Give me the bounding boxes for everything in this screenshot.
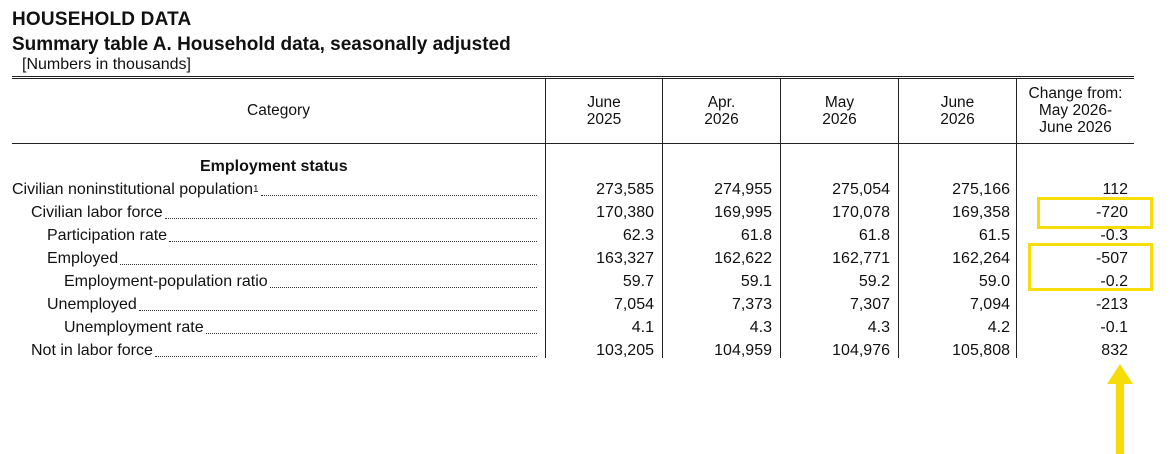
cell-change: -0.3 (1100, 227, 1128, 244)
column-header-june-2026: June 2026 (940, 94, 975, 128)
cell-change: 832 (1101, 342, 1128, 359)
cell-june-2025: 103,205 (596, 342, 654, 359)
column-header-apr-2026: Apr. 2026 (704, 94, 739, 128)
table-top-rule (12, 76, 1134, 77)
table-title: Summary table A. Household data, seasonally adjusted (12, 34, 511, 55)
cell-june-2026: 275,166 (952, 181, 1010, 198)
table-row (0, 178, 1171, 201)
cell-june-2026: 162,264 (952, 250, 1010, 267)
cell-apr-2026: 7,373 (731, 296, 772, 313)
row-label: Employed (47, 247, 545, 270)
row-label: Unemployed (47, 293, 545, 316)
cell-june-2025: 62.3 (622, 227, 654, 244)
table-row (0, 270, 1171, 293)
row-label: Civilian noninstitutional population 1 (12, 178, 545, 201)
cell-apr-2026: 59.1 (740, 273, 772, 290)
cell-june-2026: 169,358 (952, 204, 1010, 221)
cell-apr-2026: 4.3 (749, 319, 772, 336)
cell-apr-2026: 162,622 (714, 250, 772, 267)
column-header-category: Category (247, 102, 310, 119)
cell-may-2026: 162,771 (832, 250, 890, 267)
cell-may-2026: 170,078 (832, 204, 890, 221)
column-header-may-2026: May 2026 (822, 94, 857, 128)
table-row (0, 339, 1171, 362)
cell-change: -0.2 (1100, 273, 1128, 290)
cell-change: -213 (1095, 296, 1128, 313)
table-row (0, 224, 1171, 247)
cell-june-2026: 4.2 (987, 319, 1010, 336)
column-header-change: Change from: May 2026- June 2026 (1028, 85, 1123, 136)
report-title: HOUSEHOLD DATA (12, 9, 192, 30)
cell-may-2026: 7,307 (849, 296, 890, 313)
cell-change: 112 (1102, 181, 1128, 198)
cell-apr-2026: 274,955 (714, 181, 772, 198)
row-label: Participation rate (47, 224, 545, 247)
cell-change: -720 (1095, 204, 1128, 221)
row-label: Unemployment rate (64, 316, 545, 339)
cell-may-2026: 4.3 (867, 319, 890, 336)
arrow-up-icon (1100, 362, 1140, 454)
table-row (0, 247, 1171, 270)
cell-apr-2026: 61.8 (740, 227, 772, 244)
cell-june-2025: 4.1 (631, 319, 654, 336)
column-header-june-2025: June 2025 (586, 94, 622, 128)
section-title-employment-status: Employment status (200, 158, 348, 175)
row-label: Employment-population ratio (64, 270, 545, 293)
row-label: Not in labor force (31, 339, 545, 362)
table-row (0, 201, 1171, 224)
cell-may-2026: 104,976 (832, 342, 890, 359)
cell-june-2025: 7,054 (613, 296, 654, 313)
table-top-rule-inner (12, 78, 1134, 79)
cell-apr-2026: 104,959 (714, 342, 772, 359)
cell-may-2026: 59.2 (858, 273, 890, 290)
header-bottom-rule (12, 143, 1134, 144)
cell-june-2026: 61.5 (978, 227, 1010, 244)
highlight-box-employed-change (1028, 243, 1153, 291)
highlight-box-labor-force-change (1037, 197, 1153, 229)
cell-change: -507 (1095, 250, 1128, 267)
table-row (0, 316, 1171, 339)
cell-apr-2026: 169,995 (714, 204, 772, 221)
table-row (0, 293, 1171, 316)
cell-may-2026: 61.8 (858, 227, 890, 244)
cell-june-2025: 273,585 (596, 181, 654, 198)
units-note: [Numbers in thousands] (22, 56, 191, 73)
cell-may-2026: 275,054 (832, 181, 890, 198)
cell-june-2025: 163,327 (596, 250, 654, 267)
cell-june-2026: 59.0 (978, 273, 1010, 290)
cell-june-2025: 170,380 (596, 204, 654, 221)
cell-june-2025: 59.7 (622, 273, 654, 290)
cell-change: -0.1 (1100, 319, 1128, 336)
cell-june-2026: 105,808 (952, 342, 1010, 359)
cell-june-2026: 7,094 (969, 296, 1010, 313)
row-label: Civilian labor force (31, 201, 545, 224)
